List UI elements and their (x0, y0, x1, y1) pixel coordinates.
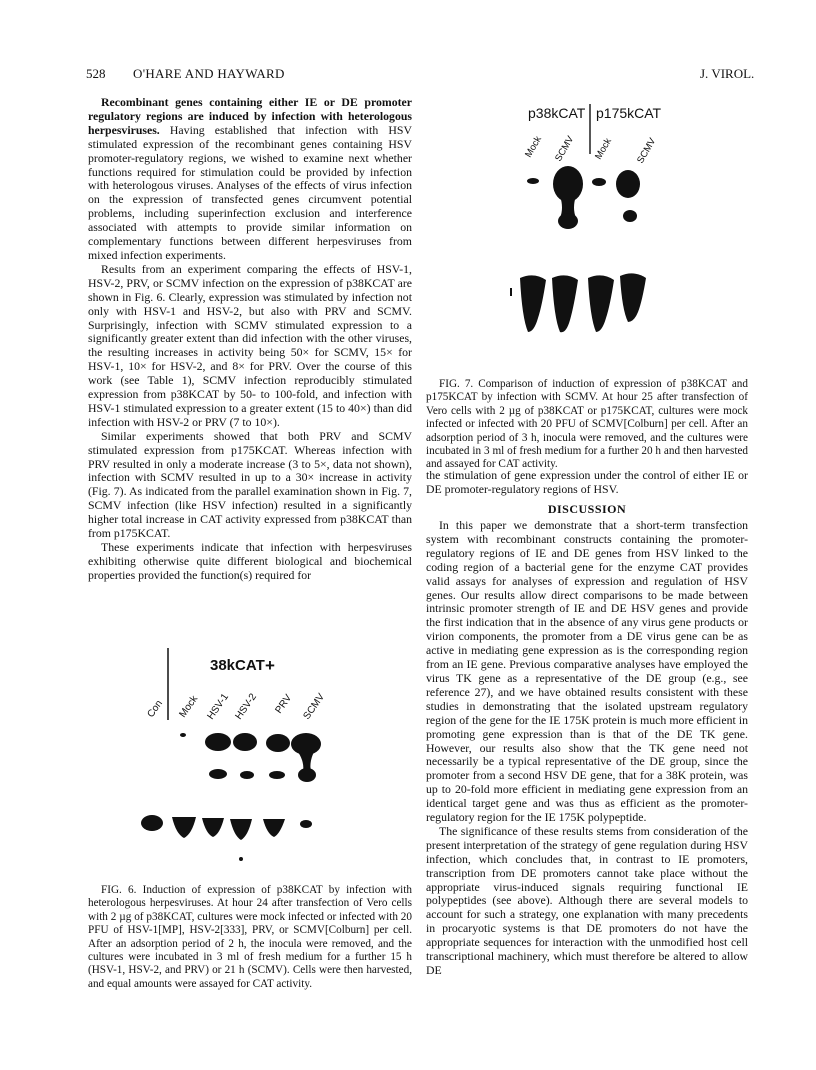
paragraph-results-2: Similar experiments showed that both PRV and SCMV stimulated expression from p175KCAT. Whereas infection with PRV resulted in only a moderate increase (3 to 5×, data not shown), infection with SCMV resulted in up to a 30× increase in activity (Fig. 7). As indicated from the parallel examination shown in Fig. 7, SCMV infection (like HSV infection) resulted in a significantly higher total increase in CAT activity expressed from p38KCAT than from p175KCAT. (88, 428, 412, 541)
lane-label-mock: Mock (177, 693, 201, 720)
spot-con-lower (141, 815, 163, 831)
figure-7-caption (426, 378, 748, 472)
section-title-discussion: DISCUSSION (547, 502, 627, 516)
lane-label-scmv: SCMV (301, 691, 328, 722)
fig7-spot-mock2-upper (592, 178, 606, 186)
fig7-spot-scmv2-lower (623, 210, 637, 222)
spot-scmv-upper (291, 733, 321, 755)
spot-mock-lower (172, 817, 196, 838)
fig6-spots (141, 733, 321, 861)
fig7-spots (510, 166, 646, 332)
paragraph-discussion-1: In this paper we demonstrate that a short-term transfection system with recombinant constructs containing the promoter-regulatory regions of IE and DE genes from HSV linked to the coding region of a bacterial gene for the enzyme CAT provides valid assays for analyses of expression and regulation of HSV genes. Our results allow direct comparisons to be made between intrinsic promoter strength of IE and DE HSV genes and provide the first indication that in the absence of any virus gene products or virion components, the promoter from a DE virus gene can be as active in mediating gene expression as is the corresponding region from an IE gene. Previous comparative analyses have employed the virus TK gene as a representative of the DE group (e.g., see reference 27), and we have obtained results consistent with these studies in demonstrating that the isolated upstream regulatory region of the gene for the IE 175K protein is much more efficient in promoting gene expression than is that of the DE TK gene. However, our results also show that the TK gene need not necessarily be a typical representative of the DE group, since the promoter from a second HSV DE gene, that for a 38K protein, was up to 20-fold more efficient in mediating gene expression from an identical target gene and was thus as efficient as the promoter-regulatory region for the IE 175K polypeptide. (426, 518, 748, 825)
spot-prv-upper (266, 734, 290, 752)
fig6-title: 38kCAT (210, 657, 265, 674)
fig7-origin-mark (510, 288, 512, 296)
fig7-label-p38kcat: p38kCAT (528, 105, 586, 121)
journal-name: J. VIROL. (700, 66, 755, 81)
figure-7-caption-text: FIG. 7. Comparison of induction of expression of p38KCAT and p175KCAT by infection with SCMV. At hour 25 after transfection of Vero cells with 2 µg of p38KCAT or p175KCAT, cultures were mock infected or infected with 20 PFU of SCMV[Colburn] per cell. After an adsorption period of 3 h, inocula were removed, and the cultures were incubated in 3 ml of fresh medium for a further 20 h and then harvested and assayed for CAT activity. (426, 378, 748, 471)
right-column-discussion (426, 519, 748, 978)
spot-origin-dot (239, 857, 243, 861)
running-authors: O'HARE AND HAYWARD (133, 66, 285, 81)
spot-prv-mid (269, 771, 285, 779)
fig7-spot-scmv2-upper (616, 170, 640, 198)
fig7-spot-mock2-lower (588, 275, 614, 332)
paragraph-continuation: the stimulation of gene expression under the control of either IE or DE promoter-regulatory regions of HSV. (426, 468, 748, 496)
lane-label-con: Con (145, 698, 165, 720)
right-column-continuation (426, 469, 748, 497)
left-column (88, 96, 412, 583)
figure-6-caption (88, 884, 412, 991)
fig7-spot-scmv2-bottom (620, 273, 646, 322)
lane-label-hsv2: HSV-2 (233, 691, 260, 722)
fig7-spot-mock1-lower (520, 275, 546, 332)
page-number: 528 (86, 66, 106, 81)
fig7-label-p175kcat: p175kCAT (596, 105, 662, 121)
paragraph-results-3: These experiments indicate that infection with herpesviruses exhibiting otherwise quite different biological and biochemical properties provided the function(s) required for (88, 540, 412, 582)
figure-7-image (500, 96, 690, 354)
spot-hsv2-mid (240, 771, 254, 779)
paragraph-intro (88, 96, 412, 263)
fig7-lane-mock-2: Mock (593, 136, 614, 162)
spot-hsv1-mid (209, 769, 227, 779)
lane-label-prv: PRV (273, 692, 295, 716)
paragraph-results-1: Results from an experiment comparing the effects of HSV-1, HSV-2, PRV, or SCMV infection on the expression of p38KCAT are shown in Fig. 6. Clearly, expression was stimulated by infection not only with HSV-1 and HSV-2, but also with PRV and SCMV. Surprisingly, infection with SCMV stimulated expression to a significantly greater extent than did infection with the other viruses, the resulting increases in activity being 50× for SCMV, 15× for HSV-1, 10× for HSV-2, and 8× for PRV. Over the course of this work (see Table 1), SCMV infection reproducibly stimulated expression from p38KCAT by 50- to 100-fold, and infection with HSV-1 stimulated expression to a greater extent (15 to 40×) than did infection with HSV-2 or PRV (7 to 10×). (88, 261, 412, 429)
lane-label-hsv1: HSV-1 (205, 691, 232, 722)
spot-hsv2-upper (233, 733, 257, 751)
spot-hsv2-lower (230, 819, 252, 840)
figure-6-caption-text: FIG. 6. Induction of expression of p38KCAT by infection with heterologous herpesviruses. At hour 24 after transfection of Vero cells with 2 µg of p38KCAT, cultures were mock infected or infected with 20 PFU of HSV-1[MP], HSV-2[333], PRV, or SCMV[Colburn] per cell. After an adsorption period of 2 h, the inocula were removed, and the cultures were incubated in 3 ml of fresh medium for a further 15 h (HSV-1, HSV-2, and PRV) or 21 h (SCMV). Cells were then harvested, and equal amounts were assayed for CAT activity. (88, 884, 412, 990)
fig7-spot-scmv1-lower (558, 213, 578, 229)
paragraph-discussion-2: The significance of these results stems from consideration of the present interpretation of the strategy of gene regulation during HSV infection, which concludes that, in contrast to IE promoters, transcription from DE promoters cannot take place without the appropriate virus-induced signals requiring functional IE polypeptides (see above). Although there are several models to account for such a strategy, one explanation with many precedents in procaryotic systems is that DE promoters do not have the appropriate sequences for interaction with the unmodified host cell transcriptional machinery, which must therefore be altered to allow DE (426, 823, 748, 977)
fig7-lane-scmv-1: SCMV (553, 134, 577, 164)
running-header (0, 66, 816, 86)
fig7-spot-mock1-upper (527, 178, 539, 184)
figure-6-image (120, 648, 390, 870)
section-subheading: Recombinant genes containing either IE or DE promoter regulatory regions are induced by infection with heterologous herpesviruses. (88, 95, 412, 137)
fig6-plus-sign: + (265, 656, 275, 675)
paragraph-intro-text: Having established that infection with HSV stimulated expression of the recombinant genes containing HSV promoter-regulatory regions, we wished to examine next whether functions required for stimulation could be provided by infection with heterologous viruses. Analyses of the effects of virus infection on the expression of transfected genes circumvent potential problems, including superinfection exclusion and interference associated with attempts to provide similar information on complementary functions between different herpesviruses from mixed infection experiments. (88, 122, 412, 262)
fig7-lane-mock-1: Mock (523, 134, 544, 160)
spot-hsv1-upper (205, 733, 231, 751)
spot-scmv-mid (298, 768, 316, 782)
fig7-spot-scmv1-bottom (552, 275, 578, 332)
spot-artifact (180, 733, 186, 737)
spot-hsv1-lower (202, 818, 224, 837)
spot-prv-lower (263, 819, 285, 837)
spot-scmv-lower (300, 820, 312, 828)
fig7-lane-scmv-2: SCMV (635, 136, 659, 166)
